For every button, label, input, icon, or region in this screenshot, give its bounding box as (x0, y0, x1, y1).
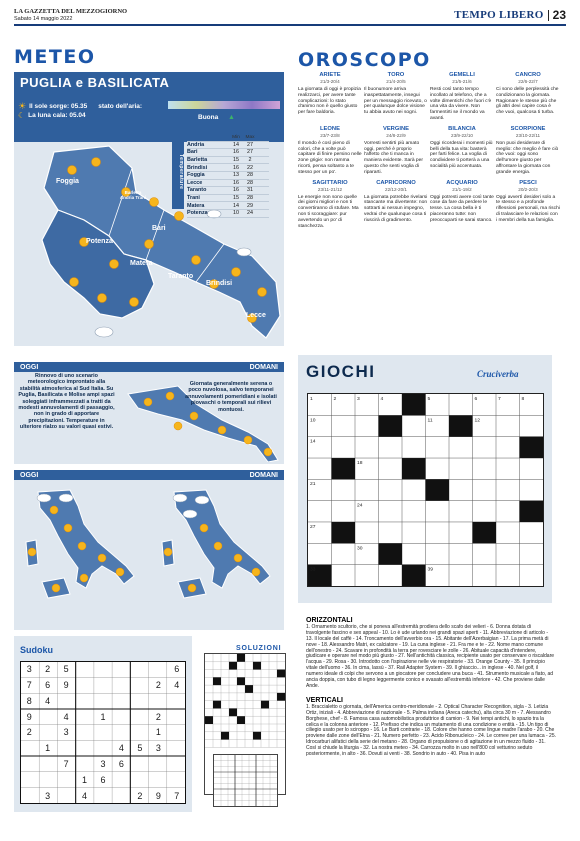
sign-vergine: VERGINE 24/8-22/9 Vorresti sentirti più amato oggi, perché è proprio l'affetto che ti manca in maniera evidente. Sarà per questo che senti voglia di ripararti. (364, 125, 423, 175)
sun-icon (192, 256, 201, 265)
meteo-title: METEO (14, 46, 96, 68)
sun-icon (234, 554, 242, 562)
moon-icon: ☾ (18, 111, 26, 120)
sign-capricorno: CAPRICORNO 22/12-20/1 La giornata potrebbe rivelarsi stancante ma divertente: non sottrarti ai nessun impegno, vedrai che qualunque cosa ti riuscirà di gradimento. (364, 179, 428, 223)
forecast-bar-regional (14, 362, 284, 372)
sign-bilancia: BILANCIA 23/9-22/10 Oggi ricorderai i momenti più belli della tua vita: basterà per farti felice. La voglia di condividere ti porterà a una socialità più accentuata. (430, 125, 493, 169)
across-clues: 1. Ornamento scultorio, che si poneva all'estremità prodiera dello scafo dei velieri - 6. Donna dotata di travolgente fascino e sex appeal - 10. Lo è ude urlando nei grandi spazi aperti - 11. Abbreviazione di articolo - 13. Il locale del caffè - 14. Troncamento dell'avverbio ora - 15. Abitante dell'Azerbaigian - 17. La prima metà di nove - 18. Alessandro Matri, ex calciatore - 19. La cuna inglese - 21. Fra me e te - 22. Nome mano comune dell'onestro - 24. Scavare in profondità la terra per rovesciare le zolle - 26. Abituale capacità d'intendere, giudicare e operare nel modo più giusto - 27. Nell'antichità classica, recipiente usato per conservare o riscaldare l'acqua - 29. Rosa - 30. Introdotto con l'ispirazione nelle vie respiratorie - 33. Orange County - 35. Il principio vitale dell'uomo - 36. In cima, lassù - 37. Rail Adapter System - 39. Il ghiaccio... in inglese - 40. Nel golf, il numero ideale di colpi che servono a un giocatore per concludere una buca - 41. Strumento musicale a fiato, ad ancia doppia, con tubo di legno leggermente conico e svasato all'estremità inferiore - 42. Che proviene dalle Ande. (306, 623, 555, 689)
svg-text:27: 27 (309, 524, 316, 530)
svg-text:24: 24 (356, 503, 363, 509)
publication-name: LA GAZZETTA DEL MEZZOGIORNO (14, 8, 128, 15)
sudoku-title: Sudoku (20, 645, 53, 655)
sun-icon (78, 542, 86, 550)
column-min: Min (232, 134, 240, 140)
sign-cancro: CANCRO 22/6-22/7 Ci sono delle perplessità che condizionano la giornata. Ragionare le stesse più che gli altri devi capire cosa è che vuoi, qualcosa ti turba. (496, 72, 559, 116)
section-name: TEMPO LIBERO (454, 9, 544, 21)
air-quality-label: stato dell'aria: (98, 103, 143, 110)
map-label-taranto: Taranto (168, 273, 194, 280)
table-row: Foggia 13 28 (187, 172, 269, 180)
moonset-text: La luna cala: 05.04 (28, 112, 86, 119)
table-header (187, 134, 269, 142)
crossword-grid (307, 393, 544, 587)
svg-text:39: 39 (427, 567, 433, 573)
sun-icon (232, 268, 241, 277)
moonset-line (18, 111, 86, 120)
temperature-table (187, 134, 269, 218)
forecast-bar-italy (14, 470, 284, 480)
sun-icon (214, 542, 222, 550)
table-row: Matera 14 29 (187, 202, 269, 210)
sun-icon (130, 298, 139, 307)
cloud-icon (173, 494, 187, 502)
crossword-title: Cruciverba (477, 369, 519, 379)
sign-acquario: ACQUARIO 21/1-19/2 Oggi potresti avere così tante cose da fare da perdere le tesse. La cosa bella è ti piaceranno tutte: non preoccuparti se sarai stanco. (430, 179, 494, 223)
issue-date: Sabato 14 maggio 2022 (14, 15, 73, 22)
sun-icon (190, 412, 198, 420)
column-max: Max (245, 134, 255, 140)
sun-icon (218, 426, 226, 434)
map-label-lecce: Lecce (246, 312, 266, 319)
temperature-label: Temperature (172, 135, 184, 209)
table-row: Barletta 15 2 (187, 157, 269, 165)
sign-ariete: ARIETE 21/3-20/4 La giornata di oggi è propizia realizzarci, per avere tante complicazioni: lo stato d'animo non è quello giusto per fare baldoria. (298, 72, 361, 116)
sign-sagittario: SAGITTARIO 23/11-21/12 Le energie non sono quelle dei giorni migliori e non ti convertiranno di stufare. Ma non ti scoraggiare: pur avvertendo un po' di stanchezza. (298, 179, 359, 229)
masthead (14, 9, 127, 22)
sun-icon (70, 278, 79, 287)
svg-text:21: 21 (309, 482, 316, 488)
svg-text:5: 5 (427, 396, 431, 402)
table-row: Trani 15 28 (187, 195, 269, 203)
divider (548, 10, 549, 21)
svg-text:8: 8 (521, 396, 525, 402)
sun-icon (200, 524, 208, 532)
cloud-icon (195, 496, 209, 504)
table-row: Andria 14 27 (187, 142, 269, 150)
map-label-potenza: Potenza (86, 238, 113, 245)
sign-gemelli: GEMELLI 21/5-21/6 Resti così tanto tempo incollato al telefono, che a volte dimentichi che fuori c'è una vita da vivere. Non farmentirti se il mondo va avanti. (430, 72, 492, 121)
horoscope-grid (298, 72, 558, 352)
crossword-clues (306, 618, 556, 758)
horoscope-title: OROSCOPO (298, 49, 431, 71)
svg-text:2: 2 (333, 396, 337, 402)
today-label: OGGI (20, 471, 39, 479)
region-title: PUGLIA e BASILICATA (20, 75, 170, 90)
sun-icon (164, 548, 172, 556)
table-row: Lecce 16 28 (187, 180, 269, 188)
sun-icon (80, 574, 88, 582)
sign-pesci: PESCI 20/2-20/3 Oggi avvertì desideri solo a te stesso e a profonde riflessioni personali, ma rischi di tralasciare le relazioni con i membri della tua famiglia. (496, 179, 560, 223)
svg-text:11: 11 (427, 418, 433, 424)
cloud-icon (183, 510, 197, 518)
sun-icon (52, 584, 60, 592)
down-heading: VERTICALI (306, 696, 343, 704)
sun-icon (92, 158, 101, 167)
map-label-matera: Matera (130, 260, 153, 267)
cloud-icon (237, 248, 251, 256)
map-label-brindisi: Brindisi (206, 280, 233, 287)
sun-icon (175, 212, 184, 221)
down-clues: 1. Braccialetto o giornata, dell'America centro-meridionale - 2. Optical Character Recognition, sigla - 3. Letizia Ortiz, iniziali - 4. Abbreviazione di nazionale - 5. Palma indiana (Areca catechu), alta circa 30 m - 7. Alessandro Borghese, chef - 8. Famosa casa automobilistica produttrice di camion - 9. Nei tempi antichi, lo spazio tra la celica e la colonna anteriore - 12. Prefisso che indica un mutamento di una condizione o entità - 15. Un tipo di ciliegio usato per lo sciroppo - 16. Le Barti contrarie - 18. Colore che hanno come lingue madre l'arabo - 20. Che proviene dalle zone dell'Etna - 21. Numero perfetto - 23. Acido Ribonucleico - 24. Le cornee per una lumaca - 25. Idrocarburi alifatici della serie del metano - 28. Organo di propulsione o di agitazione in un mezzo fluido - 31. Così si chiude la liturgia - 32. La nostra meteo - 34. Carrozza molto in uso nell'800 col vetturino seduto posteriormente, in alto - 36. Dovuti ai venti - 38. Sondrio in auto - 40. Pisa in auto (306, 703, 556, 758)
solutions-sudoku (213, 754, 278, 807)
today-label: OGGI (20, 363, 39, 371)
sun-icon (64, 524, 72, 532)
solutions-title: SOLUZIONI (236, 645, 282, 652)
svg-text:1: 1 (309, 396, 313, 402)
across-heading: ORIZZONTALI (306, 617, 353, 624)
sun-icon (258, 288, 267, 297)
svg-text:10: 10 (309, 418, 316, 424)
sunrise-text: Il sole sorge: 05.35 (29, 103, 88, 110)
svg-text:7: 7 (497, 396, 501, 402)
sun-icon (110, 260, 119, 269)
games-title: GIOCHI (306, 362, 376, 381)
tomorrow-label: DOMANI (249, 363, 278, 371)
triangle-icon: ▲ (228, 114, 235, 121)
table-row: Taranto 16 31 (187, 187, 269, 195)
svg-text:33: 33 (309, 567, 316, 573)
sun-icon (28, 548, 36, 556)
svg-text:14: 14 (309, 439, 316, 445)
sun-icon (166, 392, 174, 400)
sun-icon (68, 166, 77, 175)
sudoku-values: 3 2 5 6 7 6 9 2 4 8 4 9 4 1 2 2 3 1 1 4 5 3 7 3 6 1 6 3 4 2 9 7 (26, 663, 180, 802)
section-header (454, 8, 566, 22)
sun-icon (98, 554, 106, 562)
sun-icon (150, 198, 159, 207)
svg-text:30: 30 (356, 546, 363, 552)
table-row: Potenza 10 24 (187, 210, 269, 218)
header-rule (14, 24, 566, 26)
cloud-icon (95, 327, 113, 337)
sun-icon (244, 436, 252, 444)
sun-icon (264, 448, 272, 456)
table-row: Brindisi 16 22 (187, 164, 269, 172)
sun-icon (116, 568, 124, 576)
svg-text:12: 12 (474, 418, 480, 424)
air-quality-value: Buona (198, 114, 219, 121)
sun-icon (188, 584, 196, 592)
svg-text:4: 4 (380, 396, 384, 402)
italy-map-tomorrow (156, 484, 280, 602)
cloud-icon (59, 494, 73, 502)
sign-leone: LEONE 23/7-23/8 Il mondo è così pieno di colori, che a volte può capitare di finire persino nelle zone grigie: non ramma ricorti, pensa soltanto a te stesso per un po'. (298, 125, 362, 175)
today-forecast-text: Rinnovo di uno scenario meteorologico improntato alla stabilità atmosferica al Sud Italia. Su Puglia, Basilicata e Molise ampi spazi soleggiati inframmezzati a tratti da modesti annuvolamenti di passaggio, non in grado di apportare precipitazioni. Temperature in ulteriore rialzo su valori quasi estivi. (18, 373, 115, 431)
sun-icon (98, 294, 107, 303)
svg-text:6: 6 (474, 396, 478, 402)
page-number: 23 (552, 8, 566, 22)
italy-map-today (20, 484, 144, 602)
air-quality-scale (168, 101, 280, 109)
map-label-bari: Bari (152, 225, 166, 232)
tomorrow-forecast-text: Giornata generalmente serena o poco nuvolosa, salvo temporanei annuvolamenti pomeridiani e isolati piovaschi o temporali sui rilievi montuosi. (185, 381, 277, 413)
map-label-bat: Barletta Andria Trani (119, 190, 147, 200)
svg-text:3: 3 (356, 396, 360, 402)
sun-icon (144, 398, 152, 406)
sun-icon (174, 422, 182, 430)
sun-icon (252, 568, 260, 576)
table-row: Bari 16 27 (187, 149, 269, 157)
sign-scorpione: SCORPIONE 23/10-22/11 Non puoi desiderare di meglio: che meglio è fare ciò che vuoi: oggi sono dell'umore giusto per affrontare la giornata con grande energia. (496, 125, 559, 175)
map-label-foggia: Foggia (56, 178, 79, 185)
sun-icon (145, 240, 154, 249)
tomorrow-label: DOMANI (249, 471, 278, 479)
sun-icon: ☀ (18, 101, 27, 111)
cloud-icon (37, 494, 51, 502)
sun-icon (50, 506, 58, 514)
svg-text:18: 18 (356, 460, 363, 466)
sign-toro: TORO 21/4-20/5 Il buonumore arriva inaspettatamente, insegui per un messaggio ricevuto, o per qualunque dolce visione tu abbia avuto nei sogni. (364, 72, 427, 116)
